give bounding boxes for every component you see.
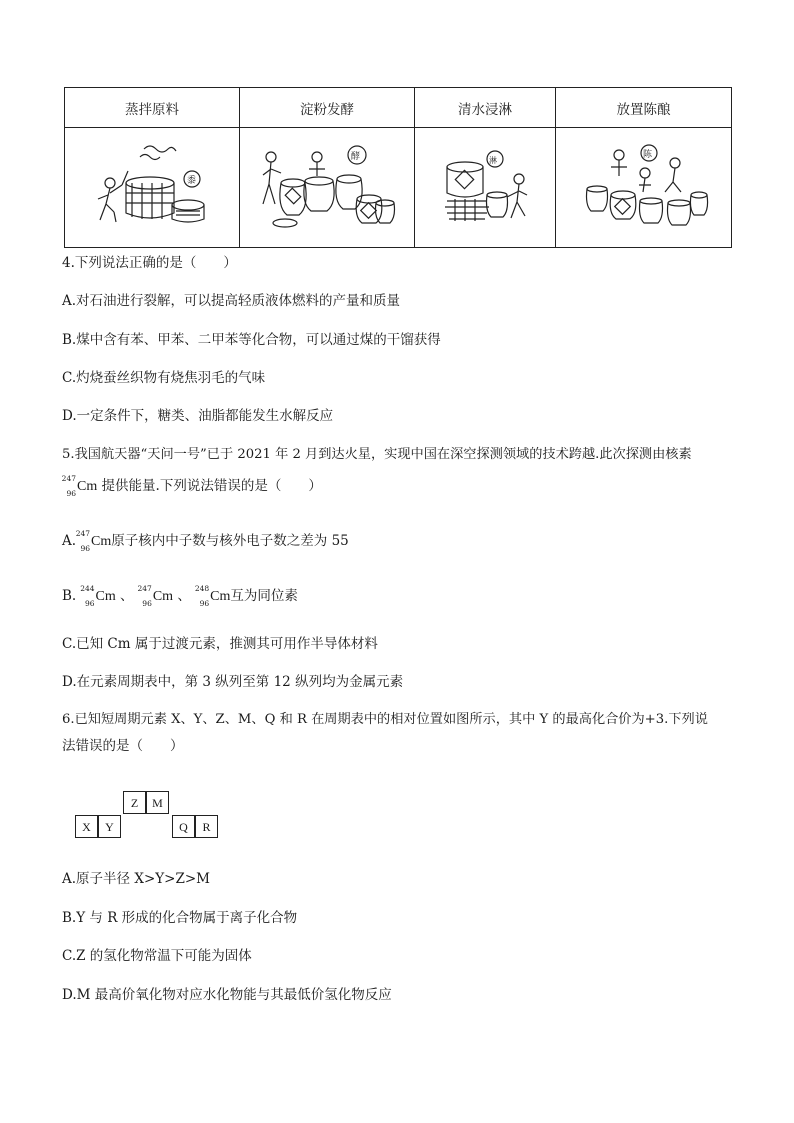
nuclide-cm-244: 244 96: [80, 583, 95, 608]
element-cell-q: Q: [172, 815, 195, 838]
q5-stem-line1: 5.我国航天器“天问一号”已于 2021 年 2 月到达火星，实现中国在深空探测领域的技术跨越.此次探测由核素: [62, 447, 692, 462]
fermentation-illustration-icon: [257, 143, 397, 233]
q6-option-a: A.原子半径 X>Y>Z>M: [62, 871, 210, 887]
header-steam-mix: 蒸拌原料: [65, 88, 240, 128]
element-cell-z: Z: [123, 791, 146, 814]
nuclide-cm-247: 247 96: [75, 528, 91, 553]
illustration-starch-ferment: [240, 128, 415, 248]
q6-option-b: B.Y 与 R 形成的化合物属于离子化合物: [62, 910, 298, 926]
q4-stem: 4.下列说法正确的是（ ）: [62, 255, 237, 271]
q6-option-d: D.M 最高价氧化物对应水化物能与其最低价氢化物反应: [62, 987, 392, 1003]
element-cell-r: R: [195, 815, 218, 838]
seal-char-jiao: 酵: [351, 151, 361, 162]
header-aging: 放置陈酿: [556, 88, 732, 128]
q6-stem-line2: 法错误的是（ ）: [62, 738, 184, 754]
seal-char-shu: 黍: [187, 175, 197, 186]
q6-option-c: C.Z 的氢化物常温下可能为固体: [62, 948, 252, 964]
q4-option-a: A.对石油进行裂解，可以提高轻质液体燃料的产量和质量: [62, 293, 401, 309]
header-water-leach: 清水浸淋: [415, 88, 556, 128]
nuclide-cm-247: 247 96: [137, 583, 152, 608]
q5-option-a: A. 247 96 Cm原子核内中子数与核外电子数之差为 55: [62, 528, 349, 553]
q4-option-d: D.一定条件下，糖类、油脂都能发生水解反应: [62, 408, 334, 424]
q5-option-d: D.在元素周期表中，第 3 纵列至第 12 纵列均为金属元素: [62, 674, 404, 690]
element-cell-y: Y: [98, 815, 121, 838]
illustration-steam-mix: [65, 128, 240, 248]
illustration-aging: [556, 128, 732, 248]
steaming-illustration-icon: [92, 143, 212, 233]
q5-option-b: B. 244 96 Cm 、 247 96 Cm 、 248 96 Cm互为同位素: [62, 583, 298, 608]
brewing-process-table: [64, 87, 732, 248]
illustration-water-leach: [415, 128, 556, 248]
q5-option-c: C.已知 Cm 属于过渡元素，推测其可用作半导体材料: [62, 636, 378, 652]
q4-option-b: B.煤中含有苯、甲苯、二甲苯等化合物，可以通过煤的干馏获得: [62, 332, 441, 348]
q5-stem-line2: 247 96 Cm 提供能量.下列说法错误的是（ ）: [61, 473, 322, 498]
nuclide-cm-248: 248 96: [194, 583, 210, 608]
seal-char-chen: 陈: [642, 149, 652, 160]
q4-option-c: C.灼烧蚕丝织物有烧焦羽毛的气味: [62, 370, 266, 386]
leaching-illustration-icon: [435, 143, 535, 233]
q6-stem-line1: 6.已知短周期元素 X、Y、Z、M、Q 和 R 在周期表中的相对位置如图所示，其中 Y 的最高化合价为+3.下列说: [62, 712, 708, 727]
header-starch-ferment: 淀粉发酵: [240, 88, 415, 128]
aging-illustration-icon: [579, 143, 709, 233]
element-cell-m: M: [146, 791, 169, 814]
element-cell-x: X: [75, 815, 98, 838]
nuclide-cm-247: 247 96: [61, 473, 76, 498]
seal-char-lin: 淋: [489, 155, 497, 165]
